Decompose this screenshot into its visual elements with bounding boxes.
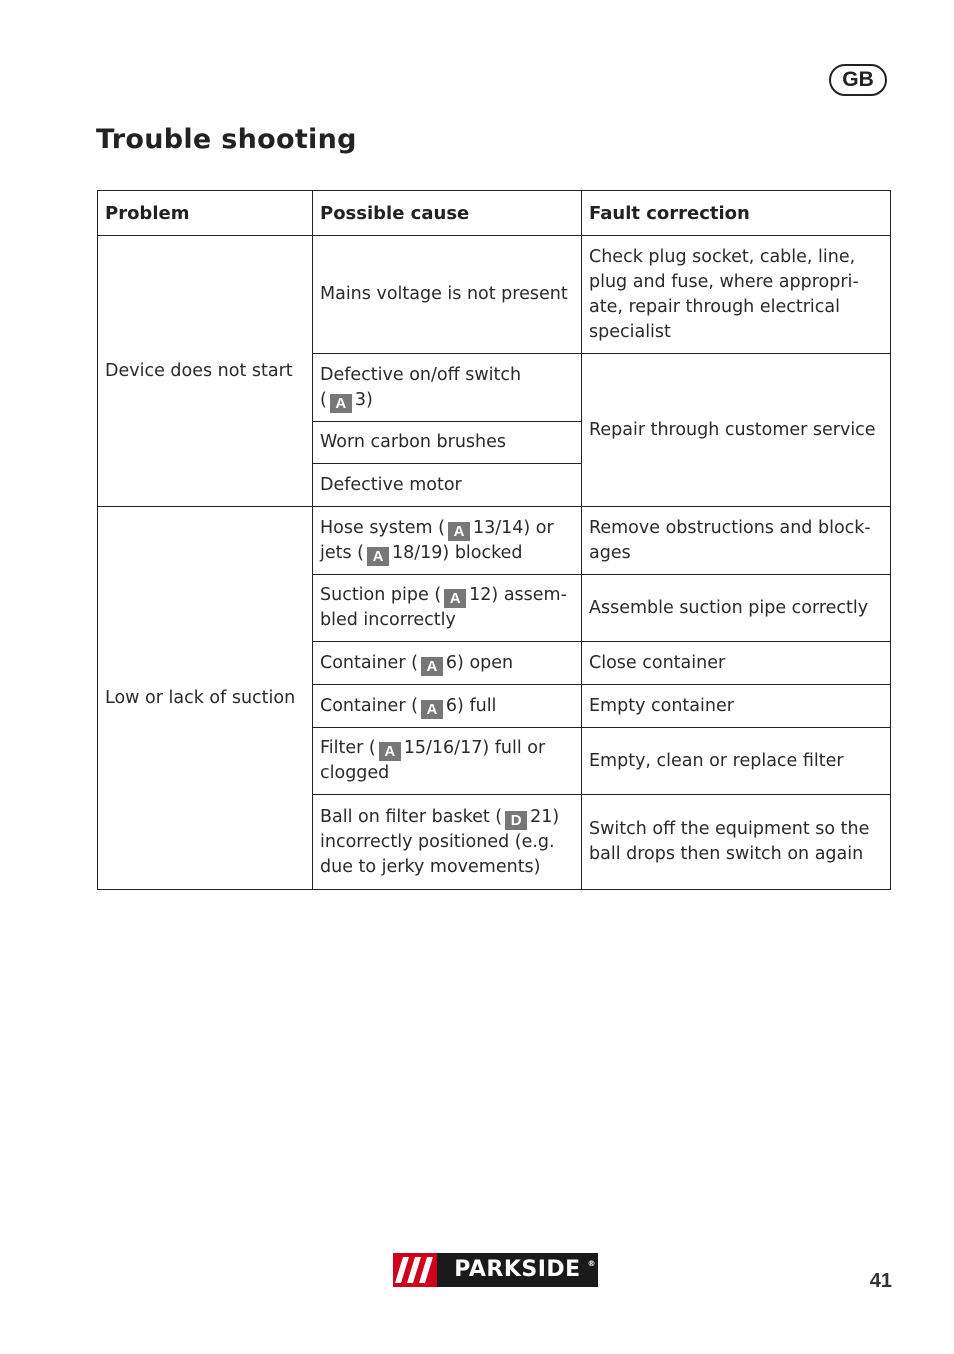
correction-line: Remove obstructions and block-: [589, 517, 871, 538]
correction-cell: [582, 507, 891, 575]
cause-text: 21): [530, 806, 560, 827]
cause-text: jets (: [320, 542, 364, 563]
cause-text: 6) full: [445, 695, 497, 716]
page-title: Trouble shooting: [96, 124, 357, 155]
cause-text: 3): [354, 389, 373, 410]
cause-text: incorrectly positioned (e.g.: [320, 831, 555, 852]
cause-cell: [313, 575, 582, 642]
cause-text: Suction pipe (: [320, 585, 442, 605]
cause-cell: [313, 507, 582, 575]
correction-line: specialist: [589, 321, 671, 342]
page-number: 41: [869, 1270, 892, 1292]
correction-line: ball drops then switch on again: [589, 844, 864, 864]
ref-d-badge: D: [505, 811, 527, 830]
ref-a-badge: A: [379, 742, 401, 761]
correction-cell: Empty container: [582, 685, 891, 728]
cause-cell: [313, 685, 582, 728]
registered-mark: ®: [587, 1259, 596, 1268]
cause-text: 13/14) or: [472, 517, 554, 538]
cause-text: Filter (: [320, 738, 376, 758]
cause-text: 18/19) blocked: [392, 542, 523, 563]
logo-text: PARKSIDE: [454, 1257, 581, 1282]
cause-cell: Mains voltage is not present: [313, 236, 582, 354]
cause-cell: Defective motor: [313, 464, 582, 507]
language-badge: GB: [829, 64, 887, 96]
cause-cell: [313, 728, 582, 795]
correction-line: plug and fuse, where appropri-: [589, 271, 859, 292]
column-header-problem: Problem: [98, 191, 313, 236]
cause-text: Defective on/off switch: [320, 364, 522, 385]
ref-a-badge: A: [421, 657, 443, 676]
correction-cell: Close container: [582, 642, 891, 685]
troubleshooting-table: [97, 190, 891, 890]
correction-line: ages: [589, 542, 631, 563]
ref-a-badge: A: [448, 522, 470, 541]
logo-stripes-icon: [393, 1253, 437, 1287]
correction-line: Check plug socket, cable, line,: [589, 246, 856, 267]
cause-text: clogged: [320, 763, 390, 783]
cause-text: Container (: [320, 652, 418, 673]
table-row: [98, 236, 891, 354]
cause-cell: [313, 795, 582, 890]
problem-cell: Device does not start: [98, 236, 313, 507]
table-row: [98, 507, 891, 575]
cause-text: due to jerky movements): [320, 856, 541, 877]
cause-text: Container (: [320, 695, 418, 716]
column-header-cause: Possible cause: [313, 191, 582, 236]
cause-text: (: [320, 389, 327, 410]
table-header-row: [98, 191, 891, 236]
correction-cell: Assemble suction pipe correctly: [582, 575, 891, 642]
correction-cell: [582, 236, 891, 354]
cause-text: 15/16/17) full or: [403, 738, 546, 758]
cause-cell: Worn carbon brushes: [313, 422, 582, 464]
cause-text: Hose system (: [320, 517, 445, 538]
correction-line: ate, repair through electrical: [589, 296, 840, 317]
correction-line: Switch off the equipment so the: [589, 819, 870, 839]
correction-cell: Empty, clean or replace filter: [582, 728, 891, 795]
logo-wordmark: [437, 1253, 598, 1287]
parkside-logo: [393, 1253, 598, 1287]
ref-a-badge: A: [421, 700, 443, 719]
ref-a-badge: A: [367, 547, 389, 566]
column-header-correction: Fault correction: [582, 191, 891, 236]
cause-text: bled incorrectly: [320, 610, 456, 630]
correction-cell: Repair through customer service: [582, 354, 891, 507]
cause-text: 12) assem-: [469, 585, 567, 605]
cause-cell: [313, 642, 582, 685]
problem-cell: Low or lack of suction: [98, 507, 313, 890]
ref-a-badge: A: [444, 589, 466, 608]
ref-a-badge: A: [330, 394, 352, 413]
correction-cell: [582, 795, 891, 890]
cause-text: Ball on filter basket (: [320, 806, 503, 827]
cause-cell: [313, 354, 582, 422]
cause-text: 6) open: [445, 652, 514, 673]
